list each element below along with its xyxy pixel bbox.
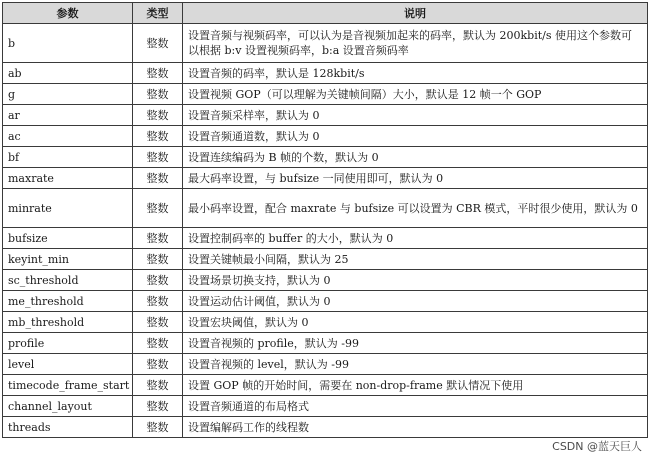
param-cell: level bbox=[3, 354, 133, 375]
table-row bbox=[3, 84, 648, 105]
table-row bbox=[3, 396, 648, 417]
parameter-table-wrapper bbox=[2, 2, 647, 438]
type-cell: 整数 bbox=[133, 228, 183, 249]
table-row bbox=[3, 24, 648, 63]
param-cell: timecode_frame_start bbox=[3, 375, 133, 396]
desc-cell: 设置场景切换支持，默认为 0 bbox=[183, 270, 648, 291]
type-cell: 整数 bbox=[133, 126, 183, 147]
table-row bbox=[3, 168, 648, 189]
header-param: 参数 bbox=[3, 3, 133, 24]
desc-cell: 设置音视频的 profile，默认为 -99 bbox=[183, 333, 648, 354]
param-cell: ab bbox=[3, 63, 133, 84]
desc-cell: 设置音频的码率，默认是 128kbit/s bbox=[183, 63, 648, 84]
desc-cell: 设置运动估计阈值，默认为 0 bbox=[183, 291, 648, 312]
desc-cell: 设置音频与视频码率，可以认为是音视频加起来的码率，默认为 200kbit/s 使用这个参数可以根据 b:v 设置视频码率，b:a 设置音频码率 bbox=[183, 24, 648, 63]
param-cell: ar bbox=[3, 105, 133, 126]
type-cell: 整数 bbox=[133, 375, 183, 396]
desc-cell: 最大码率设置，与 bufsize 一同使用即可，默认为 0 bbox=[183, 168, 648, 189]
type-cell: 整数 bbox=[133, 396, 183, 417]
table-row bbox=[3, 189, 648, 228]
param-cell: g bbox=[3, 84, 133, 105]
header-type: 类型 bbox=[133, 3, 183, 24]
header-desc: 说明 bbox=[183, 3, 648, 24]
type-cell: 整数 bbox=[133, 24, 183, 63]
table-row bbox=[3, 105, 648, 126]
table-row bbox=[3, 228, 648, 249]
type-cell: 整数 bbox=[133, 354, 183, 375]
param-cell: threads bbox=[3, 417, 133, 438]
param-cell: bufsize bbox=[3, 228, 133, 249]
desc-cell: 设置连续编码为 B 帧的个数，默认为 0 bbox=[183, 147, 648, 168]
parameter-table bbox=[2, 2, 648, 438]
type-cell: 整数 bbox=[133, 333, 183, 354]
type-cell: 整数 bbox=[133, 417, 183, 438]
param-cell: me_threshold bbox=[3, 291, 133, 312]
desc-cell: 设置音频采样率，默认为 0 bbox=[183, 105, 648, 126]
table-row bbox=[3, 126, 648, 147]
table-row bbox=[3, 63, 648, 84]
table-row bbox=[3, 354, 648, 375]
desc-cell: 设置宏块阈值，默认为 0 bbox=[183, 312, 648, 333]
param-cell: channel_layout bbox=[3, 396, 133, 417]
param-cell: mb_threshold bbox=[3, 312, 133, 333]
param-cell: maxrate bbox=[3, 168, 133, 189]
type-cell: 整数 bbox=[133, 249, 183, 270]
param-cell: profile bbox=[3, 333, 133, 354]
type-cell: 整数 bbox=[133, 147, 183, 168]
desc-cell: 设置音频通道数，默认为 0 bbox=[183, 126, 648, 147]
csdn-watermark: CSDN @蓝天巨人 bbox=[552, 440, 642, 453]
table-row bbox=[3, 291, 648, 312]
param-cell: bf bbox=[3, 147, 133, 168]
type-cell: 整数 bbox=[133, 270, 183, 291]
type-cell: 整数 bbox=[133, 291, 183, 312]
table-row bbox=[3, 333, 648, 354]
type-cell: 整数 bbox=[133, 168, 183, 189]
param-cell: ac bbox=[3, 126, 133, 147]
type-cell: 整数 bbox=[133, 189, 183, 228]
desc-cell: 设置关键帧最小间隔，默认为 25 bbox=[183, 249, 648, 270]
table-row bbox=[3, 147, 648, 168]
desc-cell: 设置编解码工作的线程数 bbox=[183, 417, 648, 438]
desc-cell: 设置控制码率的 buffer 的大小，默认为 0 bbox=[183, 228, 648, 249]
table-row bbox=[3, 375, 648, 396]
type-cell: 整数 bbox=[133, 105, 183, 126]
type-cell: 整数 bbox=[133, 63, 183, 84]
table-row bbox=[3, 270, 648, 291]
table-header-row bbox=[3, 3, 648, 24]
param-cell: keyint_min bbox=[3, 249, 133, 270]
desc-cell: 设置 GOP 帧的开始时间，需要在 non-drop-frame 默认情况下使用 bbox=[183, 375, 648, 396]
table-row bbox=[3, 249, 648, 270]
param-cell: minrate bbox=[3, 189, 133, 228]
desc-cell: 设置视频 GOP（可以理解为关键帧间隔）大小，默认是 12 帧一个 GOP bbox=[183, 84, 648, 105]
param-cell: sc_threshold bbox=[3, 270, 133, 291]
type-cell: 整数 bbox=[133, 312, 183, 333]
table-row bbox=[3, 417, 648, 438]
desc-cell: 最小码率设置，配合 maxrate 与 bufsize 可以设置为 CBR 模式，平时很少使用，默认为 0 bbox=[183, 189, 648, 228]
type-cell: 整数 bbox=[133, 84, 183, 105]
table-row bbox=[3, 312, 648, 333]
param-cell: b bbox=[3, 24, 133, 63]
desc-cell: 设置音视频的 level，默认为 -99 bbox=[183, 354, 648, 375]
desc-cell: 设置音频通道的布局格式 bbox=[183, 396, 648, 417]
